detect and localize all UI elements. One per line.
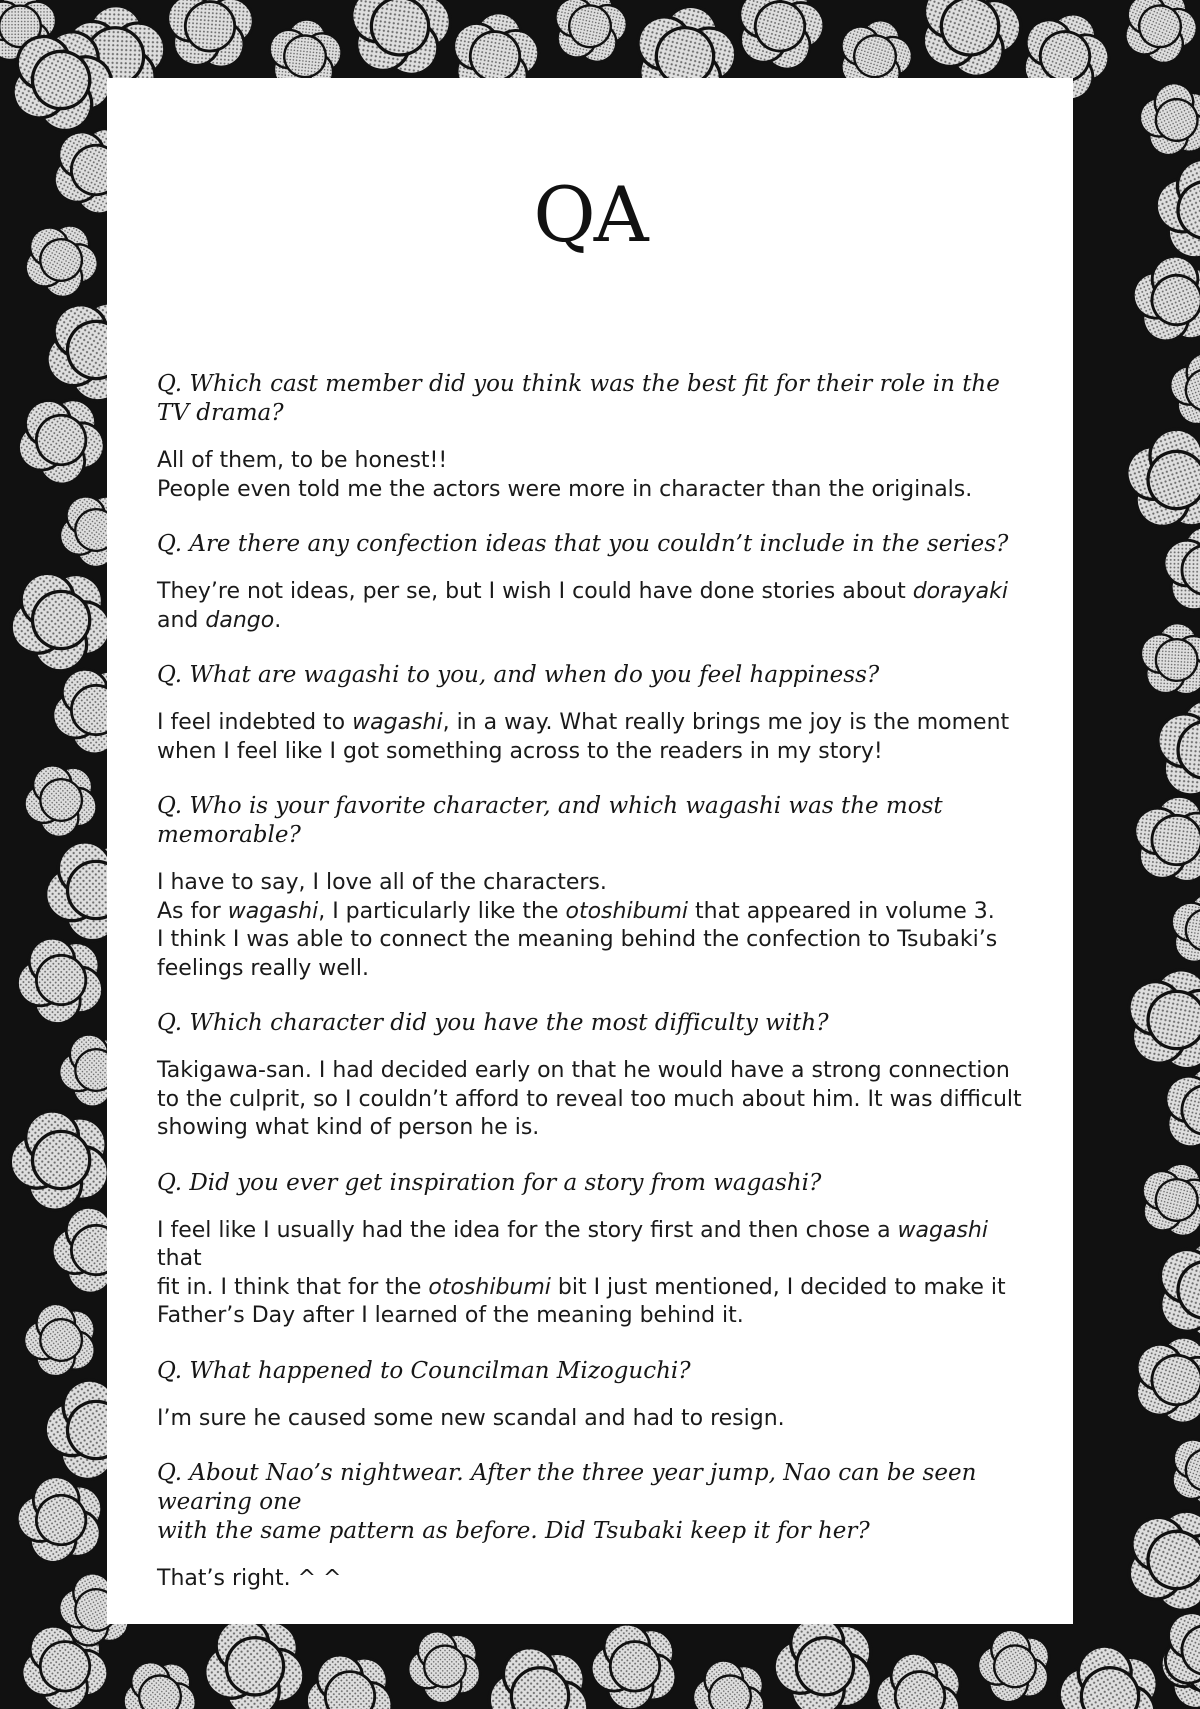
answer-line: fit in. I think that for the otoshibumi bit I just mentioned, I decided to make it	[157, 1274, 1006, 1300]
question-text	[157, 370, 1037, 428]
question-text	[157, 1169, 1037, 1198]
answer-text	[157, 1565, 1037, 1594]
answer-line: I feel indebted to wagashi, in a way. What really brings me joy is the moment	[157, 710, 1010, 735]
question-line: Q. Are there any confection ideas that you couldn’t include in the series?	[157, 531, 1009, 557]
question-text	[157, 1357, 1037, 1386]
answer-text	[157, 1057, 1037, 1143]
answer-line: showing what kind of person he is.	[157, 1115, 540, 1140]
question-text	[157, 661, 1037, 690]
answer-line: As for wagashi, I particularly like the otoshibumi that appeared in volume 3.	[157, 898, 995, 924]
italic-term: otoshibumi	[565, 898, 689, 924]
answer-line: That’s right. ^ ^	[157, 1566, 342, 1591]
question-line: Q. Which character did you have the most difficulty with?	[157, 1010, 829, 1036]
italic-term: otoshibumi	[428, 1274, 551, 1300]
answer-text	[157, 1217, 1037, 1331]
italic-term: wagashi	[227, 898, 319, 924]
question-line: Q. What happened to Councilman Mizoguchi?	[157, 1357, 691, 1384]
question-text	[157, 1009, 1037, 1038]
answer-text	[157, 447, 1037, 504]
question-text	[157, 1459, 1037, 1546]
answer-line: and dango.	[157, 607, 282, 633]
answer-line: All of them, to be honest!!	[157, 448, 448, 473]
question-text	[157, 792, 1037, 850]
qa-panel	[107, 78, 1073, 1624]
question-line: Q. Did you ever get inspiration for a story from wagashi?	[157, 1169, 822, 1196]
answer-line: People even told me the actors were more in character than the originals.	[157, 476, 973, 502]
italic-term: wagashi	[352, 710, 443, 735]
question-line: Q. Which cast member did you think was the best fit for their role in the TV drama?	[157, 371, 1000, 426]
question-line: Q. What are wagashi to you, and when do you feel happiness?	[157, 662, 880, 688]
answer-text	[157, 709, 1037, 766]
answer-line: I have to say, I love all of the characters.	[157, 870, 607, 895]
question-text	[157, 530, 1037, 559]
answer-line: Father’s Day after I learned of the meaning behind it.	[157, 1303, 744, 1328]
answer-text	[157, 869, 1037, 983]
answer-line: They’re not ideas, per se, but I wish I could have done stories about dorayaki	[157, 579, 1009, 604]
question-line: Q. Who is your favorite character, and which wagashi was the most memorable?	[157, 793, 943, 848]
qa-list	[157, 370, 1037, 1620]
italic-term: wagashi	[897, 1217, 988, 1243]
answer-line: feelings really well.	[157, 955, 369, 981]
italic-term: dango	[205, 607, 275, 633]
question-line: with the same pattern as before. Did Tsubaki keep it for her?	[157, 1518, 870, 1544]
page-title: QA	[533, 170, 647, 259]
answer-line: when I feel like I got something across to the readers in my story!	[157, 738, 883, 764]
answer-text	[157, 1405, 1037, 1434]
answer-text	[157, 578, 1037, 635]
answer-line: to the culprit, so I couldn’t afford to reveal too much about him. It was difficult	[157, 1086, 1022, 1112]
question-line: Q. About Nao’s nightwear. After the three year jump, Nao can be seen wearing one	[157, 1460, 977, 1515]
answer-line: I feel like I usually had the idea for the story first and then chose a wagashi that	[157, 1217, 988, 1271]
answer-line: Takigawa-san. I had decided early on that he would have a strong connection	[157, 1058, 1010, 1083]
answer-line: I’m sure he caused some new scandal and had to resign.	[157, 1405, 785, 1431]
italic-term: dorayaki	[912, 579, 1009, 604]
answer-line: I think I was able to connect the meaning behind the confection to Tsubaki’s	[157, 927, 998, 952]
